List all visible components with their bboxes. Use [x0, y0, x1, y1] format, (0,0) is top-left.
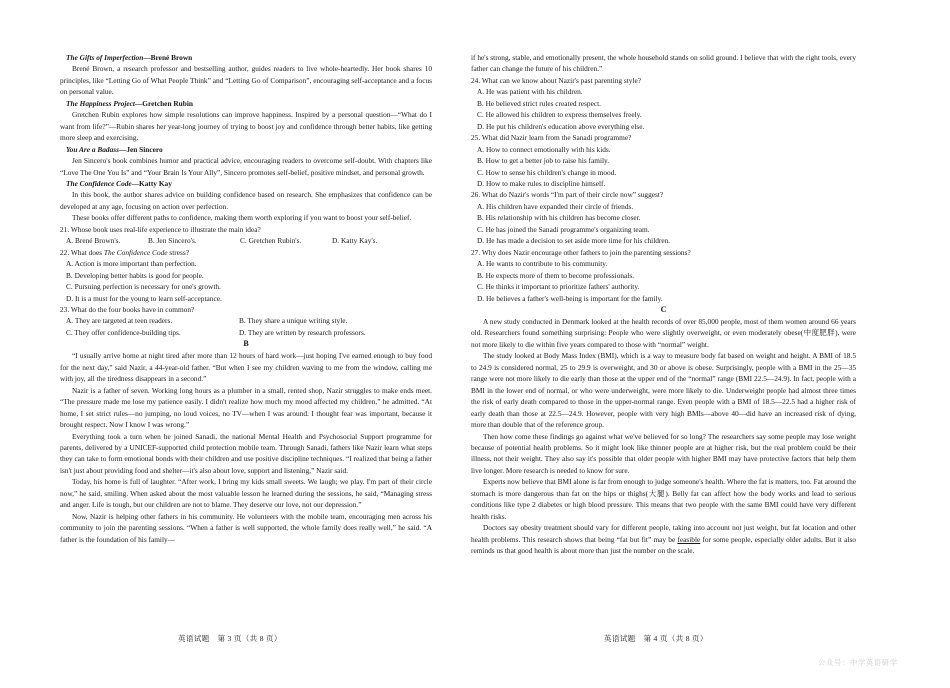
book-desc-4: In this book, the author shares advice on building confidence based on research. She emphasizes that confidence can be developed at any age, focusing on action over perfection. — [60, 190, 432, 211]
book-heading-4: The Confidence Code—Katty Kay — [66, 178, 172, 188]
book-heading-1: The Gifts of Imperfection—Brené Brown — [66, 53, 193, 62]
q25-option-b[interactable]: B. How to get a better job to raise his family. — [477, 156, 610, 166]
q24-option-a[interactable]: A. He was patient with his children. — [477, 87, 583, 97]
q24-option-b[interactable]: B. He believed strict rules created respect. — [477, 98, 601, 108]
question-21 — [60, 224, 432, 247]
passage-c-para-4: Experts now believe that BMI alone is far from enough to judge someone's health. Where the fat is matters, too. Fat around the stomach is more dangerous than fat on the hips or thighs(大腿). Belly fat can affect how the body works and lead to serious conditions like type 2 diabetes or high blood pressure. This means that two people with the same BMI could have very different health risks. — [471, 477, 856, 521]
q21-option-c[interactable]: C. Gretchen Rubin's. — [240, 236, 302, 246]
question-24-stem: 24. What can we know about Nazir's past parenting style? — [471, 75, 642, 85]
question-23-stem: 23. What do the four books have in common? — [60, 304, 195, 314]
q25-option-c[interactable]: C. How to sense his children's change in mood. — [477, 167, 617, 177]
q22-option-a[interactable]: A. Action is more important than perfection. — [66, 259, 197, 269]
q27-option-b[interactable]: B. He expects more of them to become professionals. — [477, 270, 635, 280]
question-21-stem: 21. Whose book uses real-life experience to illustrate the main idea? — [60, 224, 261, 234]
q27-option-c[interactable]: C. He thinks it important to prioritize fathers' authority. — [477, 282, 640, 292]
question-22 — [60, 247, 432, 304]
book-desc-1: Brené Brown, a research professor and bestselling author, guides readers to live whole-heartedly. Her book shares 10 principles, like “Letting Go of What People Think” and “Letting Go of Comparison”, encouraging self-acceptance and a focus on personal value. — [60, 64, 432, 97]
passage-c-para-1: A new study conducted in Denmark looked at the health records of over 85,000 people, most of them women around 66 years old. Researchers found something surprising: People who were slightly overweight, or even moderately obese(中度肥胖), were not more likely to die within five years compared to those with “normal” weight. — [471, 316, 856, 349]
book-desc-2: Gretchen Rubin explores how simple resolutions can improve happiness. Inspired by a personal question—“What do I want from life?”—Rubin shares her year-long journey of trying to boost joy and confidence through better habits, like getting more sleep and exercising. — [60, 110, 432, 143]
passage-b-para-3: Everything took a turn when he joined Sanadi, the national Mental Health and Psychosocial Support programme for parents, delivered by a UNICEF-supported child protection mobile team. Through Sanadi, fathers like Nazir learn what steps they can take to form emotional bonds with their children and use positive discipline techniques. “I realized that being a father isn't just about providing food and shelter—it's also about love, support and listening,” Nazir said. — [60, 431, 432, 475]
q22-option-c[interactable]: C. Pursuing perfection is necessary for one's growth. — [66, 282, 221, 292]
passage-a-closing: These books offer different paths to confidence, making them worth exploring if you want to boost your self-belief. — [72, 213, 412, 223]
q22-option-d[interactable]: D. It is a must for the young to learn self-acceptance. — [66, 293, 222, 303]
q21-option-d[interactable]: D. Katty Kay's. — [332, 236, 378, 246]
q26-option-c[interactable]: C. He has joined the Sanadi programme's organizing team. — [477, 224, 650, 234]
q25-option-d[interactable]: D. How to make rules to discipline himself. — [477, 178, 606, 188]
passage-b-para-2: Nazir is a father of seven. Working long hours as a plumber in a small, rented shop, Nazir struggles to make ends meet. “The pressure made me lose my patience easily. I didn't realize how much my mood affected my children,” he admitted. “At home, I set strict rules—no jumping, no loud voices, no TV—when I was around. I thought fear was important, because it brought respect. Now I know I was wrong.” — [60, 385, 432, 430]
passage-b-para-1: “I usually arrive home at night tired after more than 12 hours of hard work—just hoping I've earned enough to buy food for the next day,” said Nazir, a 44-year-old father. “But when I see my children waving to me from the window, calling me with joy, all the tiredness disappears in a second.” — [60, 351, 432, 384]
q22-option-b[interactable]: B. Developing better habits is good for people. — [66, 270, 204, 280]
q26-option-b[interactable]: B. His relationship with his children has become closer. — [477, 213, 641, 223]
q26-option-d[interactable]: D. He has made a decision to set aside more time for his children. — [477, 236, 671, 246]
question-26-stem: 26. What do Nazir's words “I'm part of their circle now” suggest? — [471, 190, 664, 200]
section-c-heading: C — [660, 304, 667, 314]
page-4-column — [471, 52, 856, 556]
passage-b-para-5: Now, Nazir is helping other fathers in his community. He volunteers with the mobile team, encouraging men across his community to join the parenting sessions. “When a father is well supported, the whole family does really well,” he said. “A father is the foundation of his family— — [60, 511, 432, 544]
q23-option-d[interactable]: D. They are written by research professors. — [239, 327, 366, 337]
passage-c-para-3: Then how come these findings go against what we've believed for so long? The researchers say some people may lose weight because of potential health problems. So it might look like thinner people are at higher risk, but the real problem could be their illness, not their weight. They also say it's possible that older people with higher BMI may have protective factors that help them live longer. More research is needed to know for sure. — [471, 431, 856, 475]
question-27-stem: 27. Why does Nazir encourage other fathers to join the parenting sessions? — [471, 247, 691, 257]
page-3-column — [60, 52, 432, 545]
question-26 — [471, 189, 856, 246]
q24-option-c[interactable]: C. He allowed his children to express themselves freely. — [477, 110, 642, 120]
q23-option-c[interactable]: C. They offer confidence-building tips. — [66, 327, 181, 337]
question-24 — [471, 75, 856, 132]
passage-c-para-5: Doctors say obesity treatment should vary for different people, taking into account not just weight, but fat location and other health problems. This research shows that being “fat but fit” may be feasible for some people, especially older adults. But it also reminds us that good health is about more than just the number on the scale. — [471, 523, 856, 556]
book-heading-3: You Are a Badass—Jen Sincero — [66, 144, 163, 154]
q25-option-a[interactable]: A. How to connect emotionally with his kids. — [477, 144, 611, 154]
book-desc-3: Jen Sincero's book combines humor and practical advice, encouraging readers to overcome self-doubt. With chapters like “Love The One You Is” and “Your Brain Is Your Ally”, Sincero promotes self-belief, positive mindset, and personal growth. — [60, 156, 432, 177]
passage-c-para-2: The study looked at Body Mass Index (BMI), which is a way to measure body fat based on weight and height. A BMI of 18.5 to 24.9 is considered normal, 25 to 29.9 is overweight, and 30 or above is obese. Surprisingly, people with a BMI in the 25—35 range were not more likely to die early than those at the upper end of the “normal” range (BMI 22.5—24.9). In fact, people with a BMI in the lower end of normal, or who were underweight, were more likely to die. Underweight people had almost three times the risk of early death compared to those in the upper-normal range. Even people with a BMI of 18.5—22.5 had a higher risk of early death than those at 22.5—24.9. However, people with very high BMIs—above 40—did have an increased risk of dying, more than double that of the reference group. — [471, 351, 856, 430]
question-22-stem: 22. What does The Confidence Code stress? — [60, 247, 189, 257]
q23-option-b[interactable]: B. They share a unique writing style. — [239, 316, 348, 326]
q21-option-a[interactable]: A. Brené Brown's. — [66, 236, 121, 246]
question-23 — [60, 304, 432, 338]
passage-b-para-4: Today, his home is full of laughter. “After work, I bring my kids small sweets. We laugh; we play. I'm part of their circle now,” he said, smiling. When asked about the most valuable lesson he learned during the sessions, he said, “Managing stress and anger. Life is tough, but our children are not to blame. They deserve our love, not our depression.” — [60, 477, 432, 510]
q27-option-d[interactable]: D. He believes a father's well-being is important for the family. — [477, 293, 663, 303]
q21-option-b[interactable]: B. Jen Sincero's. — [148, 236, 197, 246]
underlined-word-feasible: feasible — [677, 534, 701, 544]
q27-option-a[interactable]: A. He wants to contribute to his community. — [477, 259, 608, 269]
watermark: 公众号：中学英语研学 — [818, 658, 898, 667]
page-3-footer: 英语试题 第 3 页（共 8 页） — [178, 634, 282, 643]
question-27 — [471, 247, 856, 304]
question-25-stem: 25. What did Nazir learn from the Sanadi programme? — [471, 133, 632, 143]
section-b-heading: B — [243, 339, 249, 349]
q26-option-a[interactable]: A. His children have expanded their circle of friends. — [477, 201, 634, 211]
question-25 — [471, 132, 856, 189]
q23-option-a[interactable]: A. They are targeted at teen readers. — [66, 316, 173, 326]
passage-b-continuation: if he's strong, stable, and emotionally present, the whole household stands on solid ground. I believe that with the right tools, every father can change the future of his children.” — [471, 53, 856, 74]
q24-option-d[interactable]: D. He put his children's education above everything else. — [477, 121, 645, 131]
page-4-footer: 英语试题 第 4 页（共 8 页） — [604, 634, 708, 643]
book-heading-2: The Happiness Project—Gretchen Rubin — [66, 98, 193, 108]
